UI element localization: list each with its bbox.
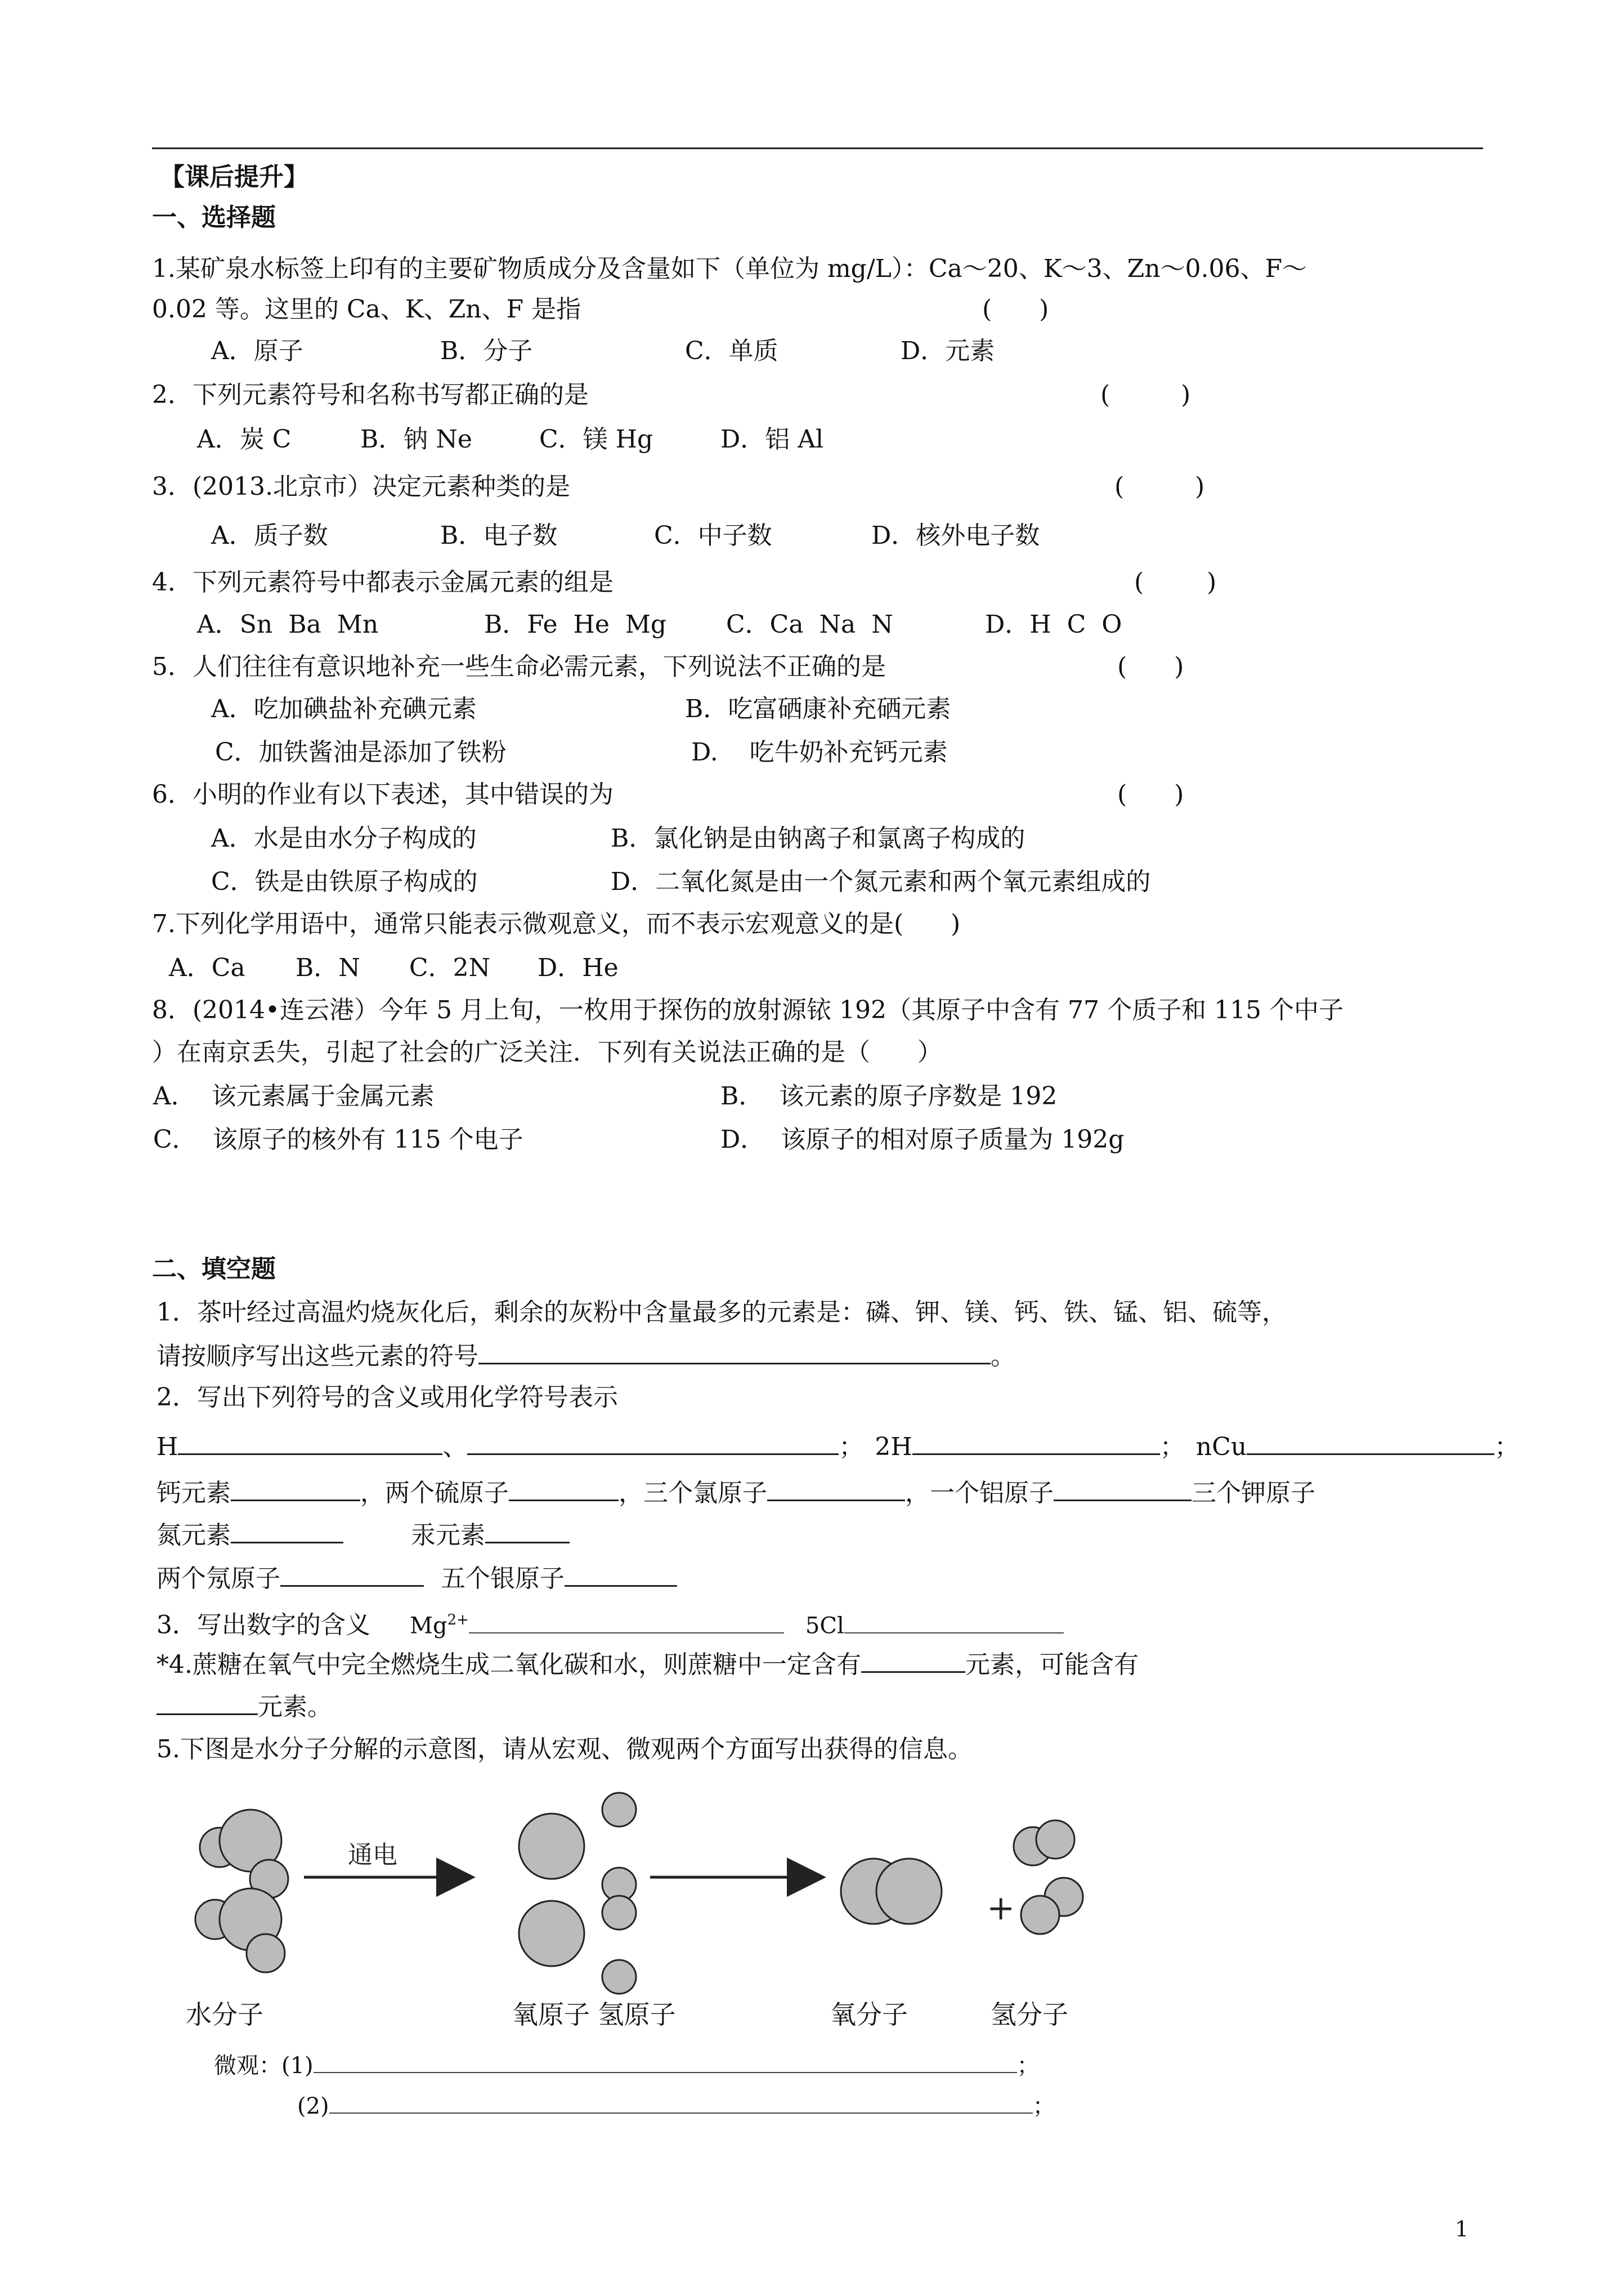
hydrogen-atom [602, 1896, 636, 1930]
q5-option-c: C．加铁酱油是添加了铁粉 [215, 738, 507, 767]
f2-text: 2．写出下列符号的含义或用化学符号表示 [156, 1383, 618, 1412]
f2-blank-ne2[interactable] [280, 1560, 424, 1587]
q5-option-b: B．吃富硒康补充硒元素 [685, 695, 951, 723]
q3-option-c: C．中子数 [654, 521, 772, 550]
label-oxygen-molecule: 氧分子 [830, 1999, 908, 2030]
q7-option-c: C．2N [409, 954, 491, 982]
q3-bracket: ( ) [1114, 472, 1205, 501]
q6-bracket: ( ) [1117, 780, 1184, 809]
q4-option-c: C．Ca Na N [726, 610, 893, 639]
q1-option-a: A．原子 [211, 337, 303, 365]
f4-blank-definite[interactable] [861, 1646, 965, 1673]
q4-option-a: A．Sn Ba Mn [197, 610, 379, 639]
q8-option-d: D． 该原子的相对原子质量为 192g [720, 1125, 1125, 1154]
q1-line1: 1.某矿泉水标签上印有的主要矿物质成分及含量如下（单位为 mg/L）：Ca～20、K～3、Zn～0.06、F～ [152, 254, 1307, 283]
q7-option-d: D．He [538, 954, 619, 982]
q2-bracket: ( ) [1100, 381, 1191, 409]
f5-micro-line1: 微观：(1) ； [214, 2049, 1040, 2083]
f2-line-h: H 、 ； 2H ； nCu ； [156, 1429, 1519, 1464]
q8-option-c: C． 该原子的核外有 115 个电子 [153, 1125, 523, 1154]
section-title-fill: 二、填空题 [152, 1255, 276, 1283]
f2-blank-ncu[interactable] [1247, 1429, 1494, 1455]
f2-blank-hg[interactable] [485, 1517, 570, 1543]
f2-blank-ca[interactable] [231, 1475, 360, 1501]
f3-line: 3．写出数字的含义 $Mg^{2+}$ 5Cl [156, 1603, 1064, 1643]
f3-blank-mg[interactable] [469, 1610, 784, 1633]
f2-blank-h-2[interactable] [467, 1429, 839, 1455]
oxygen-atom [876, 1859, 942, 1924]
q4-text: 4．下列元素符号中都表示金属元素的组是 [152, 568, 614, 597]
label-water-molecule: 水分子 [186, 1999, 263, 2030]
f2-blank-2h[interactable] [912, 1429, 1160, 1455]
f2-blank-ag5[interactable] [565, 1560, 677, 1587]
oxygen-molecule [841, 1859, 942, 1924]
oxygen-atom [519, 1901, 584, 1966]
q4-option-d: D．H C O [985, 610, 1122, 639]
q6-option-d: D．二氧化氮是由一个氮元素和两个氧元素组成的 [611, 867, 1151, 896]
f4-line1: *4.蔗糖在氧气中完全燃烧生成二氧化碳和水，则蔗糖中一定含有 元素，可能含有 [156, 1646, 1139, 1682]
hydrogen-atom [1021, 1896, 1059, 1934]
q5-option-a: A．吃加碘盐补充碘元素 [211, 695, 477, 723]
section-title-choice: 一、选择题 [152, 203, 276, 232]
q3-text: 3．(2013.北京市）决定元素种类的是 [152, 472, 571, 501]
f2-line-n: 氮元素 汞元素 [156, 1517, 570, 1552]
q2-option-a: A．炭 C [197, 425, 292, 454]
f2-blank-s2[interactable] [509, 1475, 619, 1501]
f2-line-atoms: 钙元素 ，两个硫原子 ，三个氯原子 ，一个铝原子 三个钾原子 [156, 1475, 1315, 1510]
q5-bracket: ( ) [1117, 652, 1184, 681]
q1-line2: 0.02 等。这里的 Ca、K、Zn、F 是指 [152, 295, 581, 324]
f2-blank-h-1[interactable] [178, 1429, 442, 1455]
q2-option-d: D．铝 Al [720, 425, 824, 454]
label-hydrogen-molecule: 氢分子 [991, 1999, 1068, 2030]
q1-option-d: D．元素 [901, 337, 995, 365]
label-oxygen-hydrogen-atoms: 氧原子 氢原子 [512, 1999, 676, 2030]
q4-bracket: ( ) [1134, 568, 1217, 597]
q8-option-a: A． 该元素属于金属元素 [153, 1082, 435, 1111]
water-molecule-1 [200, 1810, 288, 1898]
q2-text: 2．下列元素符号和名称书写都正确的是 [152, 381, 589, 409]
q3-option-d: D．核外电子数 [871, 521, 1040, 550]
q1-bracket: ( ) [982, 295, 1049, 324]
q6-text: 6．小明的作业有以下表述，其中错误的为 [152, 780, 614, 809]
f5-micro-line2: (2) ； [297, 2089, 1055, 2123]
f4-blank-possible[interactable] [156, 1689, 258, 1715]
q6-option-c: C．铁是由铁原子构成的 [211, 867, 478, 896]
q8-line2: ）在南京丢失，引起了社会的广泛关注．下列有关说法正确的是（ ） [152, 1038, 942, 1067]
q6-option-a: A．水是由水分子构成的 [211, 824, 477, 853]
f4-line2: 元素。 [156, 1689, 332, 1724]
f1-line2: 请按顺序写出这些元素的符号 。 [156, 1338, 1015, 1373]
q3-option-a: A．质子数 [211, 521, 328, 550]
q7-option-a: A．Ca [169, 954, 245, 982]
q3-option-b: B．电子数 [440, 521, 558, 550]
top-rule [152, 147, 1483, 149]
q7-option-b: B．N [295, 954, 360, 982]
f2-blank-n[interactable] [231, 1517, 343, 1543]
hydrogen-molecule-2 [1021, 1878, 1083, 1934]
f1-answer-blank[interactable] [478, 1338, 991, 1364]
plus-sign: + [987, 1888, 1015, 1928]
hydrogen-atom [1036, 1820, 1074, 1859]
f5-blank-micro-2[interactable] [329, 2090, 1033, 2114]
section-header: 【课后提升】 [160, 163, 308, 191]
f2-blank-al1[interactable] [1054, 1475, 1192, 1501]
f2-line-ne: 两个氖原子 五个银原子 [156, 1560, 677, 1596]
q1-option-b: B．分子 [440, 337, 533, 365]
q8-option-b: B． 该元素的原子序数是 192 [720, 1082, 1058, 1111]
q4-option-b: B．Fe He Mg [484, 610, 667, 639]
f1-line1: 1．茶叶经过高温灼烧灰化后，剩余的灰粉中含量最多的元素是：磷、钾、镁、钙、铁、锰、铝、硫等， [156, 1298, 1287, 1327]
hydrogen-molecule-1 [1014, 1820, 1074, 1865]
arrow-label: 通电 [348, 1841, 397, 1869]
f2-blank-cl3[interactable] [767, 1475, 905, 1501]
q5-option-d: D. 吃牛奶补充钙元素 [691, 738, 948, 767]
water-molecule-2 [195, 1888, 285, 1972]
oxygen-atom [519, 1814, 584, 1879]
hydrogen-atom [602, 1960, 636, 1994]
q2-option-c: C．镁 Hg [539, 425, 653, 454]
hydrogen-atom [247, 1934, 285, 1972]
f5-blank-micro-1[interactable] [314, 2049, 1017, 2073]
q2-option-b: B．钠 Ne [360, 425, 472, 454]
q1-option-c: C．单质 [685, 337, 778, 365]
q5-text: 5．人们往往有意识地补充一些生命必需元素，下列说法不正确的是 [152, 652, 886, 681]
q6-option-b: B．氯化钠是由钠离子和氯离子构成的 [611, 824, 1026, 853]
f3-blank-cl[interactable] [844, 1610, 1064, 1633]
q7-text: 7.下列化学用语中，通常只能表示微观意义，而不表示宏观意义的是( ) [152, 910, 961, 938]
f5-text: 5.下图是水分子分解的示意图，请从宏观、微观两个方面写出获得的信息。 [156, 1735, 973, 1764]
page-number: 1 [1455, 2217, 1469, 2241]
q8-line1: 8．(2014•连云港）今年 5 月上旬，一枚用于探伤的放射源铱 192（其原子中含有 77 个质子和 115 个中子 [152, 996, 1344, 1024]
hydrogen-atom [602, 1793, 636, 1827]
